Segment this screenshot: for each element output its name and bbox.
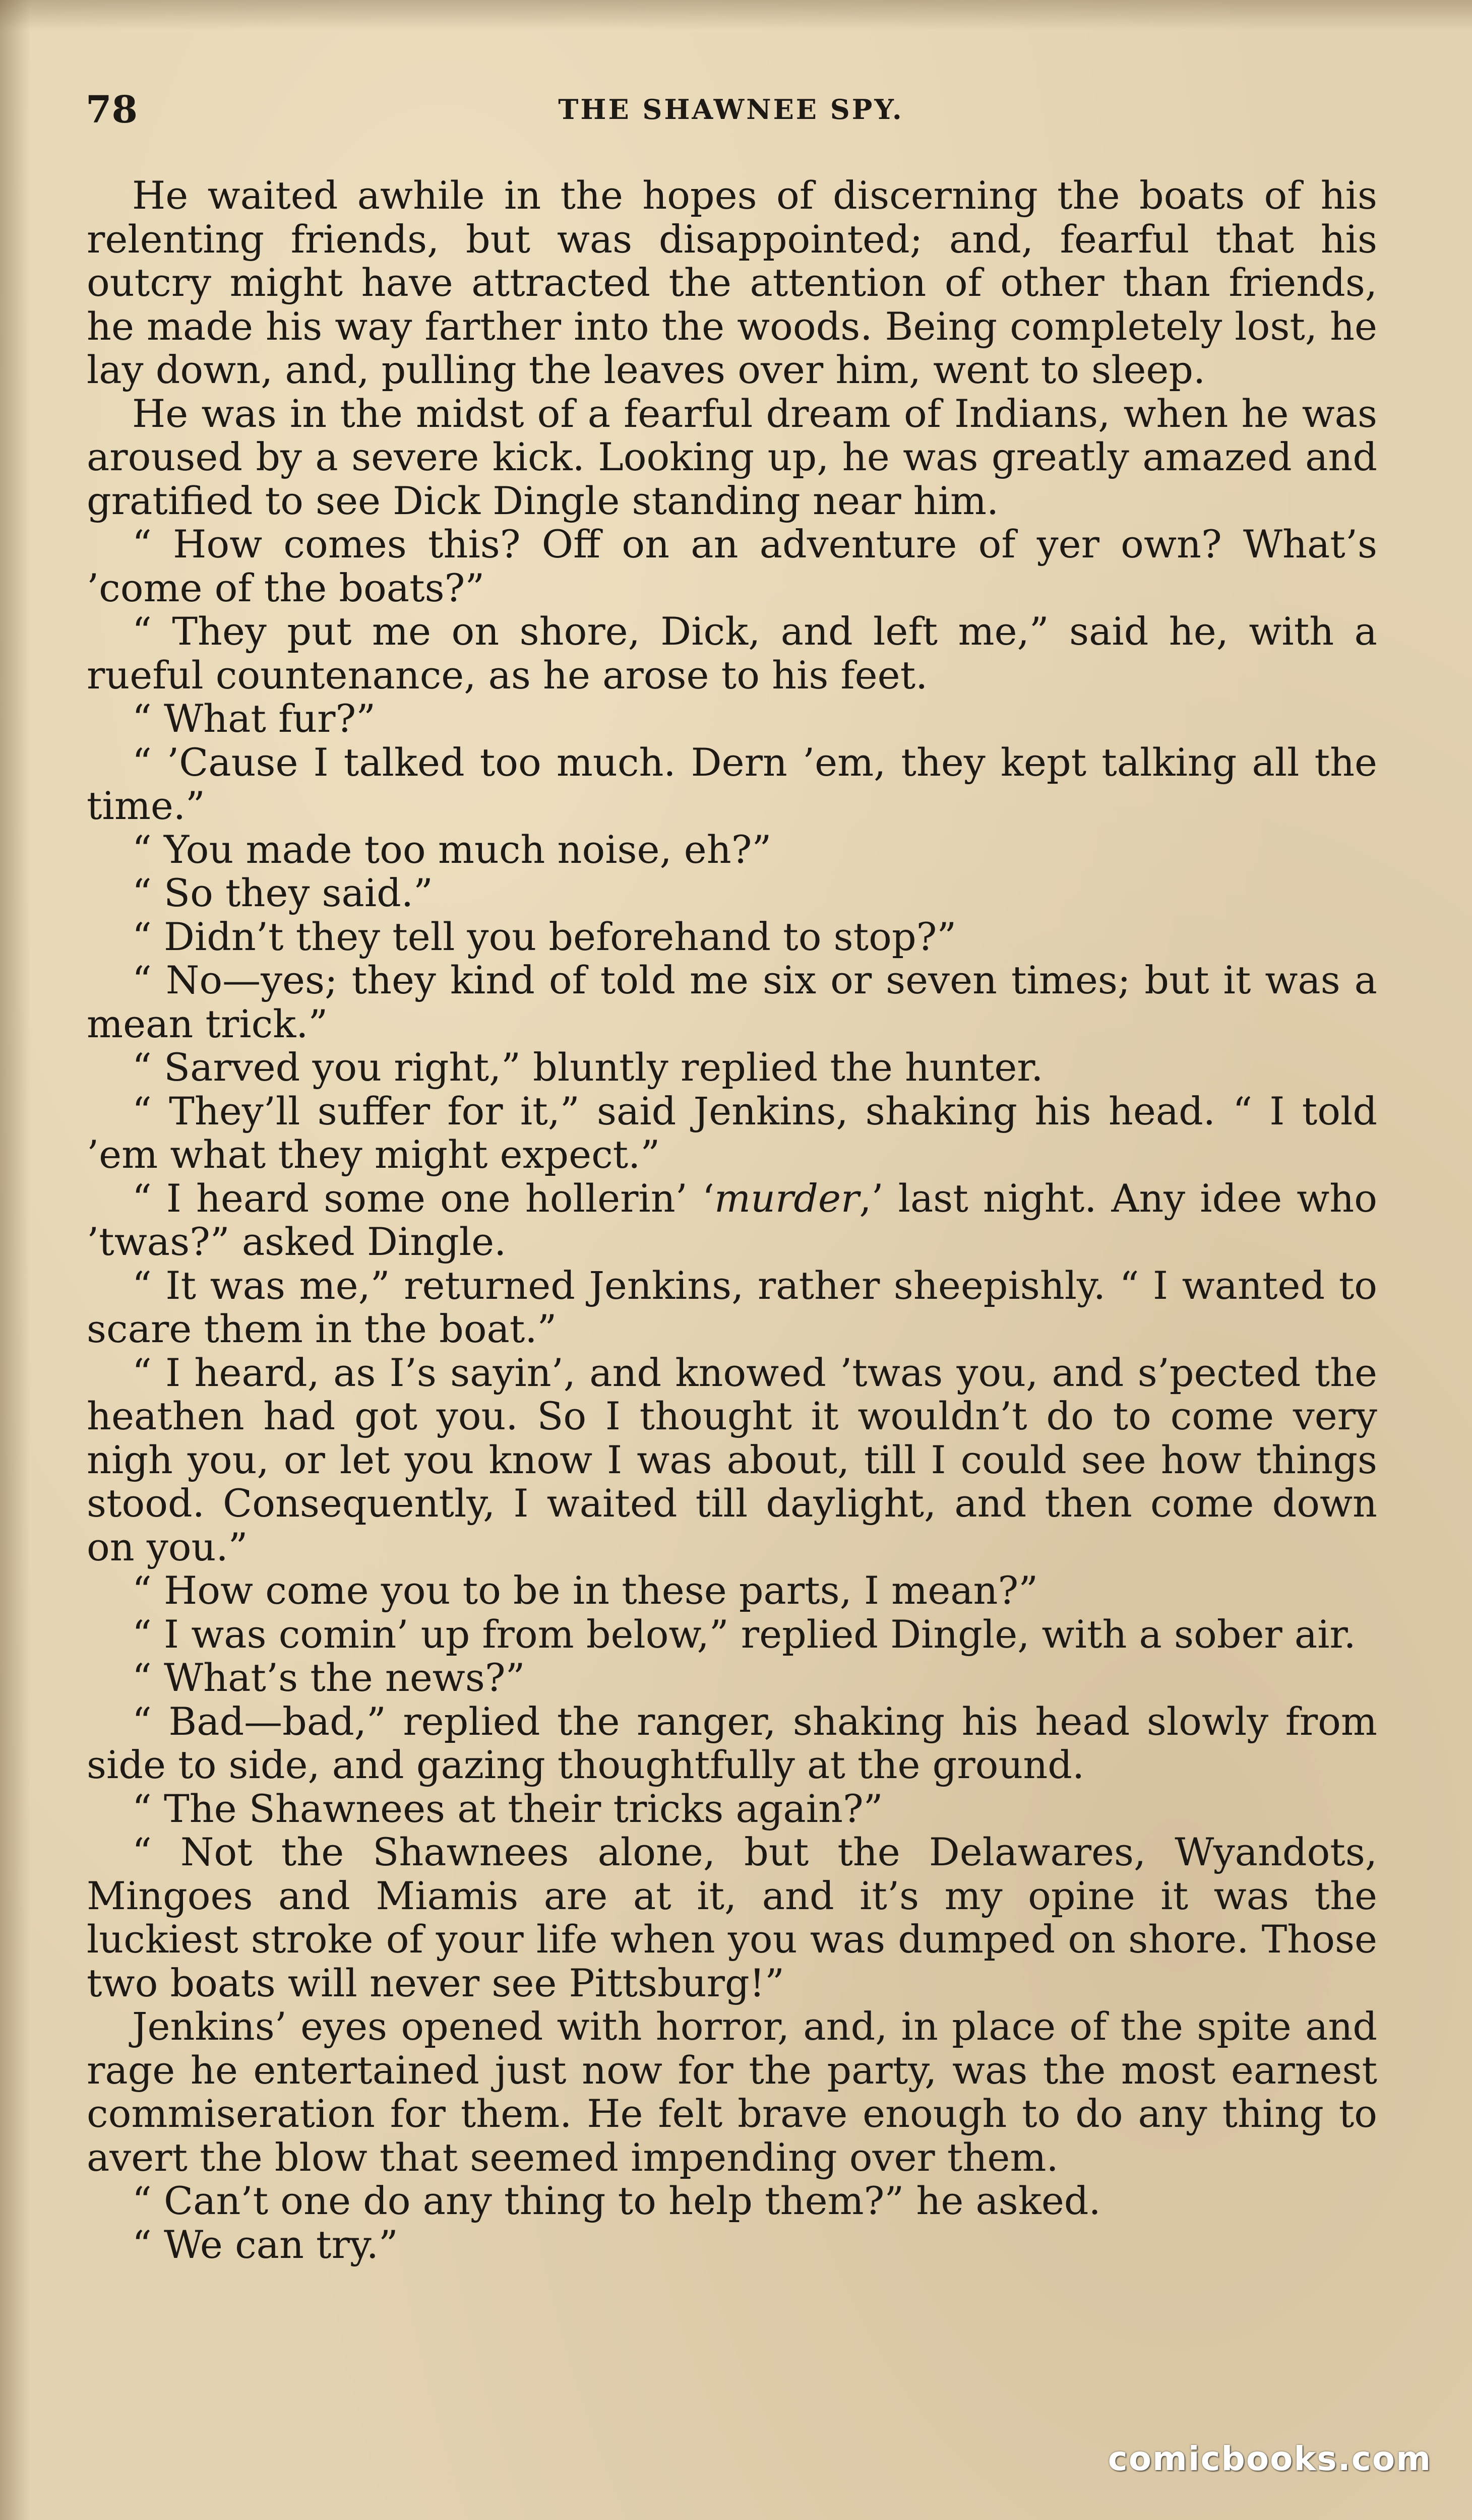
paragraph: “ So they said.” [132,870,433,915]
page-top-shadow [0,0,1472,30]
paragraph: “ You made too much noise, eh?” [132,827,772,872]
paragraph: “ How come you to be in these parts, I mean?” [132,1568,1038,1613]
paragraph: “ Bad—bad,” replied the ranger, shaking his head slowly from side to side, and gazing thoughtfully at the ground. [87,1698,1377,1787]
paragraph: “ Sarved you right,” bluntly replied the hunter. [132,1045,1044,1090]
paragraph: “ What’s the news?” [132,1655,525,1700]
paragraph: He waited awhile in the hopes of discerning the boats of his relenting friends, but was disappointed; and, fearful that his outcry might have attracted the attention of other than friends, he made his way farther into the woods. Being completely lost, he lay down, and, pulling the leaves over him, went to sleep. [87,173,1377,392]
running-title: THE SHAWNEE SPY. [558,93,904,125]
paragraph: “ No—yes; they kind of told me six or seven times; but it was a mean trick.” [87,958,1377,1046]
italic-word: murder [714,1175,860,1221]
paragraph: “ Not the Shawnees alone, but the Delawares, Wyandots, Mingoes and Miamis are at it, and it’s my opine it was the luckiest stroke of your life when you was dumped on shore. Those two boats will never see Pittsburg!” [87,1830,1377,2005]
text-run: ,’ last night. Any idee who ’twas?” asked Dingle. [87,1175,1377,1264]
paragraph: “ Didn’t they tell you beforehand to stop?” [132,914,957,959]
paragraph: Jenkins’ eyes opened with horror, and, in place of the spite and rage he entertained just now for the party, was the most earnest commiseration for them. He felt brave enough to do any thing to avert the blow that seemed impending over them. [87,2004,1377,2180]
page-number: 78 [86,88,138,132]
paragraph: He was in the midst of a fearful dream of Indians, when he was aroused by a severe kick. Looking up, he was greatly amazed and gratified to see Dick Dingle standing near him. [87,391,1377,523]
page-edge-shadow [0,0,30,2520]
paragraph: “ The Shawnees at their tricks again?” [132,1786,883,1831]
paragraph: “ I was comin’ up from below,” replied Dingle, with a sober air. [132,1611,1356,1657]
paragraph: “ What fur?” [132,696,376,741]
paragraph: “ ’Cause I talked too much. Dern ’em, they kept talking all the time.” [87,739,1377,828]
body-text [87,174,1377,2266]
paragraph: “ How comes this? Off on an adventure of yer own? What’s ’come of the boats?” [87,522,1377,610]
text-run: “ I heard some one hollerin’ ‘ [132,1175,715,1221]
paragraph: “ Can’t one do any thing to help them?” he asked. [132,2178,1101,2223]
paragraph: “ It was me,” returned Jenkins, rather sheepishly. “ I wanted to scare them in the boat.” [87,1263,1377,1351]
paragraph: “ I heard, as I’s sayin’, and knowed ’twas you, and s’pected the heathen had got you. So I thought it wouldn’t do to come very nigh you, or let you know I was about, till I could see how things stood. Consequently, I waited till daylight, and then come down on you.” [87,1350,1377,1569]
page-header [86,88,1376,134]
paragraph: “ They’ll suffer for it,” said Jenkins, shaking his head. “ I told ’em what they might expect.” [87,1088,1377,1177]
paragraph: “ They put me on shore, Dick, and left me,” said he, with a rueful countenance, as he arose to his feet. [87,609,1377,698]
watermark: comicbooks.com [1108,2439,1432,2478]
paragraph-with-italic [87,1177,1377,1264]
paragraph: “ We can try.” [132,2222,398,2267]
